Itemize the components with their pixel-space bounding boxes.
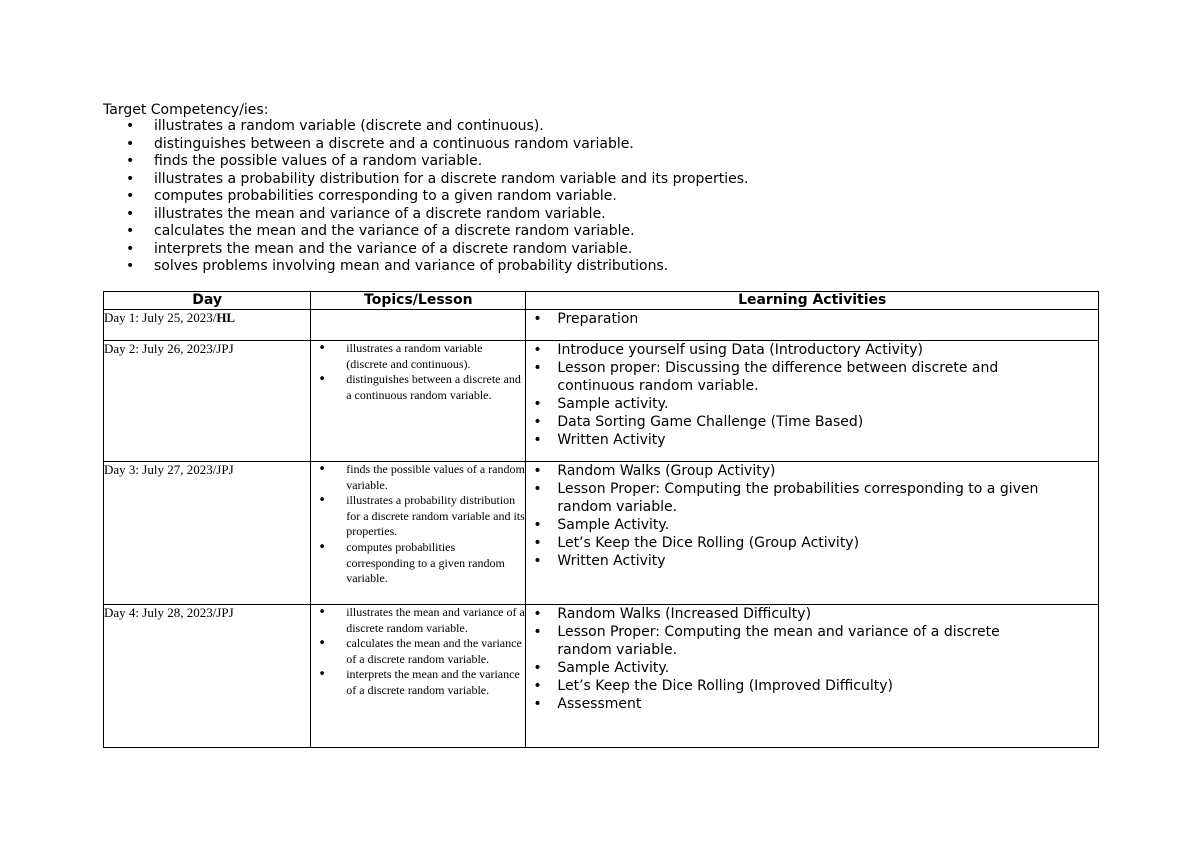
competency-item: • interprets the mean and the variance of a discrete random variable. bbox=[103, 241, 749, 259]
activity-item: • Preparation bbox=[526, 310, 1098, 328]
topic-item: • computes probabilities corresponding to a given random variable. bbox=[311, 540, 525, 587]
competency-item: • illustrates the mean and variance of a discrete random variable. bbox=[103, 206, 749, 224]
activity-item: • Lesson proper: Discussing the difference between discrete and continuous random variable. bbox=[526, 359, 1098, 395]
activities-cell bbox=[526, 462, 1099, 605]
activities-cell bbox=[526, 341, 1099, 462]
day-label: Day 1: July 25, 2023/ bbox=[104, 310, 217, 325]
activity-item: • Let’s Keep the Dice Rolling (Group Activity) bbox=[526, 534, 1098, 552]
header-day: Day bbox=[104, 292, 311, 310]
activity-item: • Written Activity bbox=[526, 431, 1098, 449]
table-row bbox=[104, 341, 1099, 462]
topic-item: • interprets the mean and the variance of a discrete random variable. bbox=[311, 667, 525, 698]
target-competencies-heading: Target Competency/ies: bbox=[103, 102, 269, 118]
competency-item: • illustrates a probability distribution for a discrete random variable and its properties. bbox=[103, 171, 749, 189]
activity-list bbox=[526, 462, 1098, 570]
day-cell: Day 4: July 28, 2023/JPJ bbox=[104, 605, 311, 748]
competency-item: • distinguishes between a discrete and a continuous random variable. bbox=[103, 136, 749, 154]
topic-item: • illustrates a probability distribution for a discrete random variable and its properties. bbox=[311, 493, 525, 540]
activity-item: • Let’s Keep the Dice Rolling (Improved Difficulty) bbox=[526, 677, 1098, 695]
activity-item: • Data Sorting Game Challenge (Time Based) bbox=[526, 413, 1098, 431]
table-row bbox=[104, 605, 1099, 748]
topic-item: • finds the possible values of a random variable. bbox=[311, 462, 525, 493]
topics-cell bbox=[311, 341, 526, 462]
topic-item: • distinguishes between a discrete and a continuous random variable. bbox=[311, 372, 525, 403]
topics-cell bbox=[311, 462, 526, 605]
topic-item: • illustrates a random variable (discrete and continuous). bbox=[311, 341, 525, 372]
topic-item: • illustrates the mean and variance of a discrete random variable. bbox=[311, 605, 525, 636]
activity-item: • Random Walks (Increased Difficulty) bbox=[526, 605, 1098, 623]
competency-item: • finds the possible values of a random variable. bbox=[103, 153, 749, 171]
activity-item: • Introduce yourself using Data (Introductory Activity) bbox=[526, 341, 1098, 359]
activity-item: • Assessment bbox=[526, 695, 1098, 713]
activity-list bbox=[526, 310, 1098, 328]
topic-list bbox=[311, 462, 525, 587]
topics-cell bbox=[311, 605, 526, 748]
topics-cell bbox=[311, 310, 526, 341]
day-cell bbox=[104, 310, 311, 341]
competency-item: • solves problems involving mean and variance of probability distributions. bbox=[103, 258, 749, 276]
day-label-initials: HL bbox=[216, 310, 236, 325]
table-row bbox=[104, 310, 1099, 341]
activity-item: • Lesson Proper: Computing the probabilities corresponding to a given random variable. bbox=[526, 480, 1098, 516]
day-cell: Day 3: July 27, 2023/JPJ bbox=[104, 462, 311, 605]
topic-list bbox=[311, 605, 525, 699]
activity-item: • Random Walks (Group Activity) bbox=[526, 462, 1098, 480]
header-activities: Learning Activities bbox=[526, 292, 1099, 310]
competency-item: • illustrates a random variable (discrete and continuous). bbox=[103, 118, 749, 136]
table-header-row bbox=[104, 292, 1099, 310]
activity-item: • Sample activity. bbox=[526, 395, 1098, 413]
competency-list bbox=[103, 118, 749, 276]
activity-item: • Sample Activity. bbox=[526, 659, 1098, 677]
competency-item: • computes probabilities corresponding to a given random variable. bbox=[103, 188, 749, 206]
table-row bbox=[104, 462, 1099, 605]
day-cell: Day 2: July 26, 2023/JPJ bbox=[104, 341, 311, 462]
header-topics: Topics/Lesson bbox=[311, 292, 526, 310]
activity-item: • Written Activity bbox=[526, 552, 1098, 570]
competency-item: • calculates the mean and the variance of a discrete random variable. bbox=[103, 223, 749, 241]
topic-item: • calculates the mean and the variance of a discrete random variable. bbox=[311, 636, 525, 667]
activity-item: • Lesson Proper: Computing the mean and variance of a discrete random variable. bbox=[526, 623, 1098, 659]
activity-list bbox=[526, 605, 1098, 713]
activities-cell bbox=[526, 310, 1099, 341]
lesson-plan-table bbox=[103, 291, 1099, 748]
topic-list bbox=[311, 341, 525, 403]
activity-item: • Sample Activity. bbox=[526, 516, 1098, 534]
activity-list bbox=[526, 341, 1098, 449]
activities-cell bbox=[526, 605, 1099, 748]
